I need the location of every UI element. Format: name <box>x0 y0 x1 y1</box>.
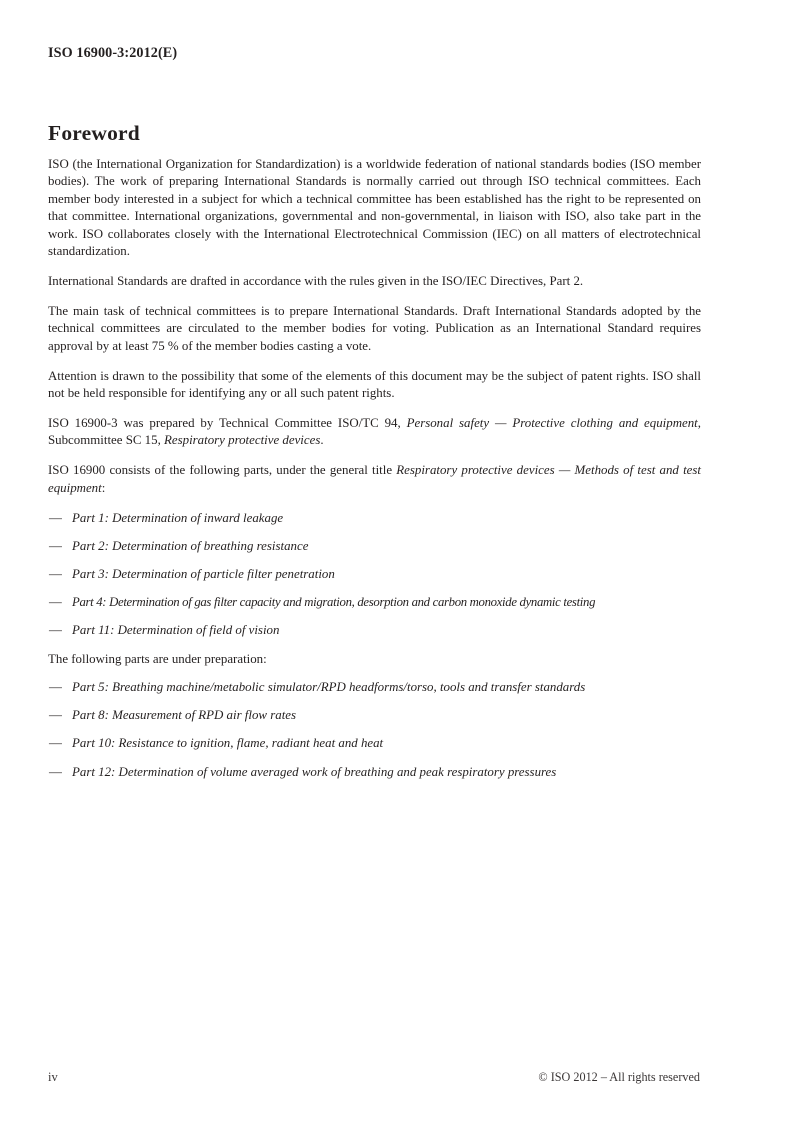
list-item-label: Part 2: Determination of breathing resistance <box>72 538 309 553</box>
list-item <box>48 566 701 583</box>
paragraph-iso-description: ISO (the International Organization for Standardization) is a worldwide federation of national standards bodies (ISO member bodies). The work of preparing International Standards is normally carried out through ISO technical committees. Each member body interested in a subject for which a technical committee has been established has the right to be represented on that committee. International organizations, governmental and non-governmental, in liaison with ISO, also take part in the work. ISO collaborates closely with the International Electrotechnical Commission (IEC) on all matters of electrotechnical standardization. <box>48 157 701 259</box>
em-dash-marker-icon: — <box>49 679 62 694</box>
committee-attribution-lead: ISO 16900-3 was prepared by Technical Committee ISO/TC 94, <box>48 415 407 430</box>
parts-intro-lead: ISO 16900 consists of the following parts, under the general title <box>48 463 397 478</box>
paragraph-patent-rights: Attention is drawn to the possibility that some of the elements of this document may be the subject of patent rights. ISO shall not be held responsible for identifying any or all such patent rights. <box>48 368 701 400</box>
page-footer <box>48 1070 700 1085</box>
em-dash-marker-icon: — <box>49 736 62 751</box>
subcommittee-lead: , Subcommittee SC 15, <box>48 415 701 448</box>
list-item <box>48 622 701 639</box>
paragraph-committee-attribution <box>48 415 701 450</box>
em-dash-marker-icon: — <box>49 566 62 581</box>
parts-intro-tail: : <box>101 480 106 495</box>
em-dash-marker-icon: — <box>49 764 62 779</box>
paragraph-parts-intro <box>48 462 701 497</box>
list-item-label: Part 5: Breathing machine/metabolic simulator/RPD headforms/torso, tools and transfer standards <box>72 679 586 694</box>
paragraph-main-task: The main task of technical committees is to prepare International Standards. Draft International Standards adopted by the technical committees are circulated to the member bodies for voting. Publication as an International Standard requires approval by at least 75 % of the member bodies casting a vote. <box>48 303 701 353</box>
committee-attribution-tail: . <box>320 433 324 448</box>
list-item <box>48 707 701 724</box>
page-title: Foreword <box>48 121 140 146</box>
committee-title-italic: Personal safety — Protective clothing and equipment <box>406 415 698 430</box>
em-dash-marker-icon: — <box>49 538 62 553</box>
list-item-label: Part 12: Determination of volume averaged work of breathing and peak respiratory pressures <box>72 764 557 779</box>
list-item <box>48 510 701 527</box>
document-body <box>48 156 701 792</box>
em-dash-marker-icon: — <box>49 708 62 723</box>
upcoming-parts-list <box>48 679 701 781</box>
em-dash-marker-icon: — <box>49 595 62 610</box>
paragraph-drafting-rules: International Standards are drafted in accordance with the rules given in the ISO/IEC Directives, Part 2. <box>48 273 584 288</box>
footer-page-number: iv <box>48 1070 58 1084</box>
list-item <box>48 735 701 752</box>
list-item-label: Part 11: Determination of field of vision <box>72 623 280 638</box>
list-item <box>48 594 701 611</box>
list-item <box>48 538 701 555</box>
list-item-label: Part 3: Determination of particle filter penetration <box>72 566 335 581</box>
em-dash-marker-icon: — <box>49 510 62 525</box>
published-parts-list <box>48 510 701 640</box>
list-item <box>48 764 701 781</box>
list-item-label: Part 8: Measurement of RPD air flow rates <box>72 708 297 723</box>
paragraph-under-preparation-intro: The following parts are under preparation: <box>48 651 267 666</box>
general-title-italic: Respiratory protective devices — Methods of test and test equipment <box>48 463 701 495</box>
list-item <box>48 679 701 696</box>
list-item-label: Part 1: Determination of inward leakage <box>72 510 284 525</box>
subcommittee-title-italic: Respiratory protective devices <box>164 433 321 448</box>
footer-copyright: © ISO 2012 – All rights reserved <box>538 1070 700 1084</box>
em-dash-marker-icon: — <box>49 623 62 638</box>
list-item-label: Part 10: Resistance to ignition, flame, radiant heat and heat <box>72 736 384 751</box>
document-header-standard-number: ISO 16900-3:2012(E) <box>48 45 178 61</box>
list-item-label: Part 4: Determination of gas filter capacity and migration, desorption and carbon monoxide dynamic testing <box>72 595 596 610</box>
